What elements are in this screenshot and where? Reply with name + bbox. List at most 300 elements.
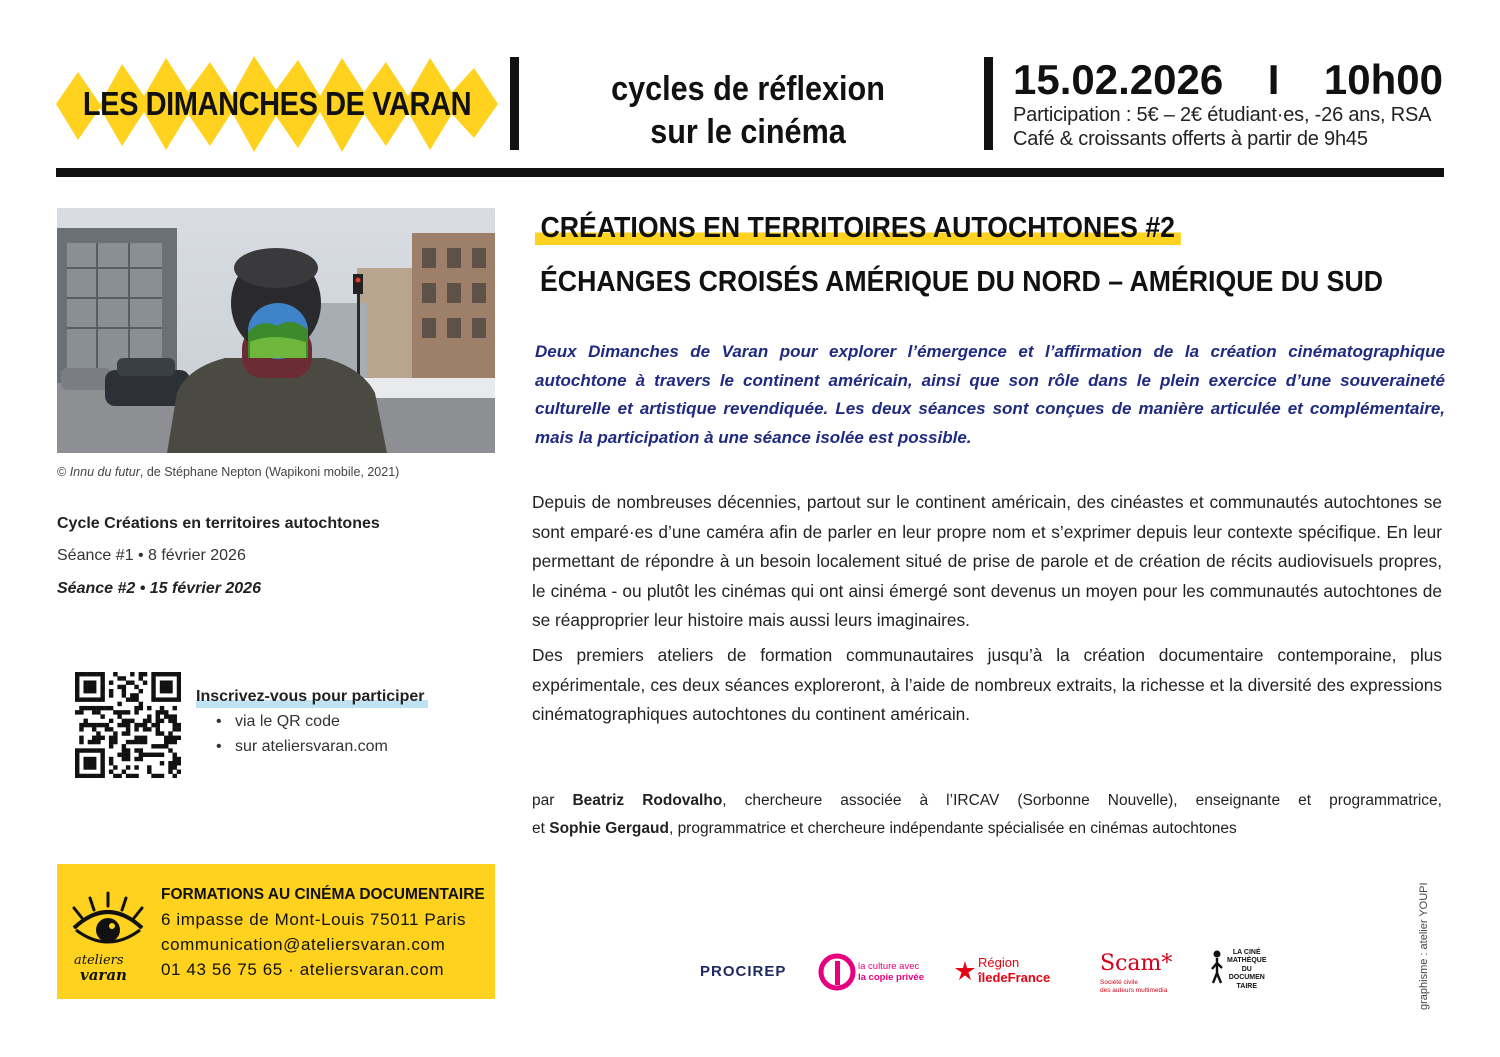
qr-module: [126, 753, 130, 757]
qr-module: [177, 770, 181, 774]
qr-module: [156, 744, 160, 748]
qr-module: [79, 748, 83, 752]
region-line-1: Région: [978, 955, 1020, 970]
qr-module: [168, 765, 172, 769]
qr-module: [147, 753, 151, 757]
qr-module: [156, 774, 160, 778]
qr-module: [113, 710, 117, 714]
qr-module: [139, 757, 143, 761]
qr-module: [139, 689, 143, 693]
qr-module: [164, 740, 168, 744]
qr-module: [177, 693, 181, 697]
qr-module: [126, 731, 130, 735]
qr-module: [117, 676, 121, 680]
qr-module: [109, 757, 113, 761]
qr-module: [151, 753, 155, 757]
qr-module: [96, 672, 100, 676]
qr-module: [92, 727, 96, 731]
scam-sub-1: Société civile: [1100, 979, 1138, 986]
qr-module: [109, 719, 113, 723]
qr-module: [113, 731, 117, 735]
qr-module: [126, 697, 130, 701]
qr-module: [113, 765, 117, 769]
qr-module: [143, 723, 147, 727]
qr-module: [160, 710, 164, 714]
qr-module: [156, 719, 160, 723]
speakers-byline: [532, 787, 1442, 843]
logo-text: [74, 954, 127, 982]
register-item-website-label[interactable]: sur ateliersvaran.com: [234, 738, 388, 755]
qr-module: [134, 736, 138, 740]
qr-module: [134, 740, 138, 744]
qr-module: [139, 723, 143, 727]
qr-module: [92, 723, 96, 727]
qr-module: [134, 685, 138, 689]
qr-module: [105, 723, 109, 727]
qr-module: [177, 689, 181, 693]
qr-module: [88, 761, 92, 765]
qr-module: [168, 672, 172, 676]
qr-module: [143, 719, 147, 723]
tagline-line-1: cycles de réflexion: [611, 70, 885, 108]
qr-module: [160, 761, 164, 765]
qr-module: [75, 680, 79, 684]
qr-module: [83, 774, 87, 778]
qr-module: [88, 680, 92, 684]
qr-module: [100, 689, 104, 693]
qr-module: [122, 676, 126, 680]
qr-module: [122, 753, 126, 757]
qr-module: [100, 680, 104, 684]
qr-module: [122, 757, 126, 761]
qr-module: [177, 685, 181, 689]
qr-module: [168, 748, 172, 752]
qr-module: [134, 748, 138, 752]
qr-module: [134, 706, 138, 710]
qr-module: [139, 740, 143, 744]
seance-2: Séance #2 • 15 février 2026: [57, 580, 261, 597]
contact-email[interactable]: communication@ateliersvaran.com: [161, 935, 446, 954]
qr-module: [134, 693, 138, 697]
byline-prefix: par: [532, 792, 573, 809]
qr-module: [75, 710, 79, 714]
qr-module: [83, 748, 87, 752]
qr-module: [88, 774, 92, 778]
scam-sub-2: des auteurs multimedia: [1100, 987, 1168, 994]
copie-line-1: la culture avec: [858, 961, 920, 972]
qr-module: [160, 685, 164, 689]
qr-module: [151, 744, 155, 748]
qr-module: [139, 702, 143, 706]
qr-module: [130, 680, 134, 684]
speaker-1-role: , chercheure associée à l’IRCAV (Sorbonne Nouvelle), enseignante et programmatrice,: [722, 792, 1442, 809]
qr-module: [130, 719, 134, 723]
qr-module: [92, 761, 96, 765]
qr-module: [100, 723, 104, 727]
qr-module: [173, 761, 177, 765]
qr-module: [117, 714, 121, 718]
qr-module: [88, 689, 92, 693]
qr-module: [134, 757, 138, 761]
qr-module: [151, 774, 155, 778]
brand-title: LES DIMANCHES DE VARAN: [82, 85, 472, 122]
qr-module: [83, 685, 87, 689]
qr-module: [100, 672, 104, 676]
qr-module: [156, 710, 160, 714]
qr-code-graphic: [75, 672, 181, 778]
qr-module: [139, 753, 143, 757]
qr-module: [126, 719, 130, 723]
qr-module: [156, 727, 160, 731]
qr-module: [164, 744, 168, 748]
qr-module: [122, 719, 126, 723]
qr-module: [92, 672, 96, 676]
logo-scam: Scam*: [1100, 951, 1173, 976]
photo-caption: [57, 465, 399, 479]
qr-module: [143, 680, 147, 684]
qr-module: [130, 693, 134, 697]
qr-module: [168, 719, 172, 723]
qr-module: [151, 676, 155, 680]
qr-module: [151, 689, 155, 693]
cine-line-1: LA CINÉ: [1232, 949, 1261, 956]
qr-module: [156, 723, 160, 727]
qr-module: [122, 770, 126, 774]
qr-module: [109, 680, 113, 684]
qr-module: [109, 770, 113, 774]
qr-module: [96, 706, 100, 710]
logo-copie-privee-icon: [818, 953, 856, 991]
qr-module: [100, 757, 104, 761]
qr-module: [164, 710, 168, 714]
contact-phone-web[interactable]: 01 43 56 75 65 · ateliersvaran.com: [161, 960, 445, 979]
qr-module: [147, 770, 151, 774]
qr-module: [168, 680, 172, 684]
qr-module: [75, 774, 79, 778]
qr-module: [177, 680, 181, 684]
qr-module: [134, 774, 138, 778]
qr-module: [109, 740, 113, 744]
qr-module: [100, 697, 104, 701]
qr-module: [160, 731, 164, 735]
qr-module: [177, 727, 181, 731]
main-subtitle: ÉCHANGES CROISÉS AMÉRIQUE DU NORD – AMÉRIQUE DU SUD: [540, 266, 1383, 298]
qr-module: [92, 736, 96, 740]
film-still: [57, 208, 495, 453]
qr-module: [168, 697, 172, 701]
qr-module: [151, 693, 155, 697]
qr-module: [83, 680, 87, 684]
qr-module: [160, 689, 164, 693]
qr-module: [92, 706, 96, 710]
qr-module: [92, 740, 96, 744]
register-item-website[interactable]: • sur ateliersvaran.com: [216, 738, 388, 755]
qr-module: [96, 723, 100, 727]
qr-module: [173, 706, 177, 710]
qr-module: [168, 731, 172, 735]
qr-module: [100, 706, 104, 710]
qr-module: [122, 723, 126, 727]
qr-module: [109, 736, 113, 740]
qr-module: [92, 685, 96, 689]
qr-module: [79, 740, 83, 744]
qr-module: [156, 672, 160, 676]
caption-rest: , de Stéphane Nepton (Wapikoni mobile, 2021): [139, 465, 400, 479]
qr-module: [134, 697, 138, 701]
qr-module: [143, 672, 147, 676]
qr-module: [109, 744, 113, 748]
qr-module: [147, 714, 151, 718]
qr-module: [130, 672, 134, 676]
qr-module: [151, 680, 155, 684]
qr-module: [75, 765, 79, 769]
qr-module: [100, 693, 104, 697]
qr-module: [83, 761, 87, 765]
qr-module: [126, 710, 130, 714]
qr-module: [83, 672, 87, 676]
cine-line-2: MATHÈQUE: [1227, 957, 1267, 965]
qr-module: [75, 672, 79, 676]
qr-module: [147, 719, 151, 723]
header-divider-2: [984, 57, 993, 150]
qr-module: [156, 753, 160, 757]
qr-module: [147, 706, 151, 710]
qr-module: [113, 740, 117, 744]
byline-line-2: [532, 815, 1442, 843]
qr-module: [100, 774, 104, 778]
qr-module: [130, 697, 134, 701]
intro-paragraph: Deux Dimanches de Varan pour explorer l’émergence et l’affirmation de la création cinématographique autochtone à travers le continent américain, ainsi que son rôle dans le plein exercice d’une souveraineté culturelle et artistique revendiquée. Les deux séances sont conçues de manière articulée et complémentaire, mais la participation à une séance isolée est possible.: [535, 342, 1445, 447]
qr-module: [177, 672, 181, 676]
qr-module: [75, 676, 79, 680]
event-date: 15.02.2026: [1013, 56, 1224, 103]
contact-address: 6 impasse de Mont-Louis 75011 Paris: [161, 910, 467, 929]
qr-module: [88, 697, 92, 701]
speaker-2-name: Sophie Gergaud: [549, 820, 669, 837]
qr-module: [100, 685, 104, 689]
qr-module: [79, 706, 83, 710]
contact-title: FORMATIONS AU CINÉMA DOCUMENTAIRE: [161, 886, 485, 903]
qr-module: [105, 706, 109, 710]
qr-module: [126, 748, 130, 752]
qr-module: [147, 727, 151, 731]
qr-module: [109, 706, 113, 710]
qr-module: [130, 740, 134, 744]
qr-module: [177, 697, 181, 701]
qr-module: [117, 723, 121, 727]
cine-line-3: DU: [1241, 965, 1252, 973]
qr-module: [164, 680, 168, 684]
qr-module: [100, 748, 104, 752]
qr-module: [79, 736, 83, 740]
qr-module: [143, 727, 147, 731]
partner-logos: [700, 945, 1267, 1005]
qr-module: [168, 714, 172, 718]
caption-prefix: ©: [57, 465, 70, 479]
qr-module: [113, 774, 117, 778]
qr-module: [160, 672, 164, 676]
qr-module: [126, 774, 130, 778]
qr-module: [122, 689, 126, 693]
qr-module: [160, 744, 164, 748]
qr-module: [143, 753, 147, 757]
qr-module: [96, 710, 100, 714]
qr-module: [160, 706, 164, 710]
qr-module: [177, 761, 181, 765]
qr-module: [173, 672, 177, 676]
ateliers-varan-logo: [68, 888, 148, 988]
qr-module: [164, 736, 168, 740]
qr-module: [92, 757, 96, 761]
qr-module: [164, 697, 168, 701]
qr-module: [173, 736, 177, 740]
qr-module: [126, 723, 130, 727]
qr-module: [100, 714, 104, 718]
qr-module: [75, 693, 79, 697]
qr-module: [173, 727, 177, 731]
qr-module: [164, 672, 168, 676]
qr-module: [126, 740, 130, 744]
qr-module: [88, 757, 92, 761]
qr-module: [100, 761, 104, 765]
qr-module: [92, 697, 96, 701]
qr-module: [168, 770, 172, 774]
cine-line-5: TAIRE: [1236, 982, 1258, 990]
byline-and: et: [532, 820, 550, 837]
qr-module: [79, 723, 83, 727]
qr-module: [109, 727, 113, 731]
qr-module: [88, 765, 92, 769]
qr-module: [126, 757, 130, 761]
cycle-title: Cycle Créations en territoires autochtones: [57, 515, 380, 532]
qr-module: [100, 765, 104, 769]
qr-module: [75, 757, 79, 761]
qr-module: [173, 714, 177, 718]
qr-module: [113, 736, 117, 740]
region-line-2: îledeFrance: [978, 970, 1051, 985]
qr-module: [75, 685, 79, 689]
qr-module: [88, 748, 92, 752]
qr-module: [160, 753, 164, 757]
qr-module: [92, 748, 96, 752]
brand-banner: [56, 52, 498, 156]
event-time: 10h00: [1323, 56, 1443, 103]
qr-module: [173, 697, 177, 701]
qr-module: [177, 757, 181, 761]
qr-module: [109, 761, 113, 765]
qr-module: [160, 719, 164, 723]
qr-module: [173, 765, 177, 769]
qr-module: [122, 693, 126, 697]
region-star-icon: [955, 961, 975, 981]
qr-module: [164, 689, 168, 693]
qr-module: [139, 706, 143, 710]
tagline: [561, 68, 935, 154]
qr-module: [139, 676, 143, 680]
logo-text-1: ateliers: [74, 953, 124, 968]
qr-code[interactable]: [75, 672, 181, 778]
qr-module: [134, 710, 138, 714]
cinematheque-figure-icon: [1210, 949, 1224, 989]
qr-module: [168, 740, 172, 744]
qr-module: [79, 774, 83, 778]
register-item-qr: • via le QR code: [216, 713, 340, 730]
qr-module: [79, 710, 83, 714]
qr-module: [100, 676, 104, 680]
qr-module: [151, 697, 155, 701]
qr-module: [96, 740, 100, 744]
qr-module: [156, 714, 160, 718]
qr-module: [79, 727, 83, 731]
qr-module: [173, 740, 177, 744]
film-still-illustration: [57, 208, 495, 453]
qr-module: [126, 765, 130, 769]
seance-1: Séance #1 • 8 février 2026: [57, 547, 246, 564]
qr-module: [143, 740, 147, 744]
qr-module: [134, 765, 138, 769]
qr-module: [151, 685, 155, 689]
qr-module: [139, 748, 143, 752]
qr-module: [96, 697, 100, 701]
speaker-2-role: , programmatrice et chercheure indépendante spécialisée en cinémas autochtones: [668, 820, 1237, 837]
qr-module: [109, 689, 113, 693]
byline-line-1: [532, 787, 1442, 815]
qr-module: [83, 757, 87, 761]
qr-module: [88, 706, 92, 710]
header-rule: [56, 168, 1444, 177]
qr-module: [92, 765, 96, 769]
qr-module: [173, 753, 177, 757]
qr-module: [92, 680, 96, 684]
logo-cinematheque: [1227, 949, 1267, 991]
date-time-line: [1013, 56, 1443, 104]
qr-module: [117, 774, 121, 778]
qr-module: [173, 757, 177, 761]
qr-module: [156, 731, 160, 735]
qr-module: [168, 689, 172, 693]
qr-module: [75, 748, 79, 752]
qr-module: [117, 710, 121, 714]
main-title: CRÉATIONS EN TERRITOIRES AUTOCHTONES #2: [535, 212, 1181, 245]
qr-module: [100, 736, 104, 740]
qr-module: [168, 736, 172, 740]
qr-module: [122, 710, 126, 714]
qr-module: [177, 676, 181, 680]
logo-copie-privee: [858, 961, 924, 983]
qr-module: [88, 723, 92, 727]
qr-module: [100, 753, 104, 757]
qr-module: [143, 736, 147, 740]
qr-module: [100, 770, 104, 774]
qr-module: [96, 774, 100, 778]
graphic-credit: graphisme : atelier YOUPI: [1418, 882, 1430, 1010]
qr-module: [126, 680, 130, 684]
register-title: Inscrivez-vous pour participer: [196, 688, 428, 708]
qr-module: [160, 697, 164, 701]
qr-module: [147, 765, 151, 769]
qr-module: [160, 774, 164, 778]
qr-module: [96, 731, 100, 735]
qr-module: [75, 770, 79, 774]
qr-module: [96, 736, 100, 740]
qr-module: [177, 723, 181, 727]
qr-module: [122, 748, 126, 752]
qr-module: [122, 744, 126, 748]
qr-module: [173, 774, 177, 778]
qr-module: [164, 714, 168, 718]
qr-module: [168, 761, 172, 765]
qr-module: [160, 680, 164, 684]
